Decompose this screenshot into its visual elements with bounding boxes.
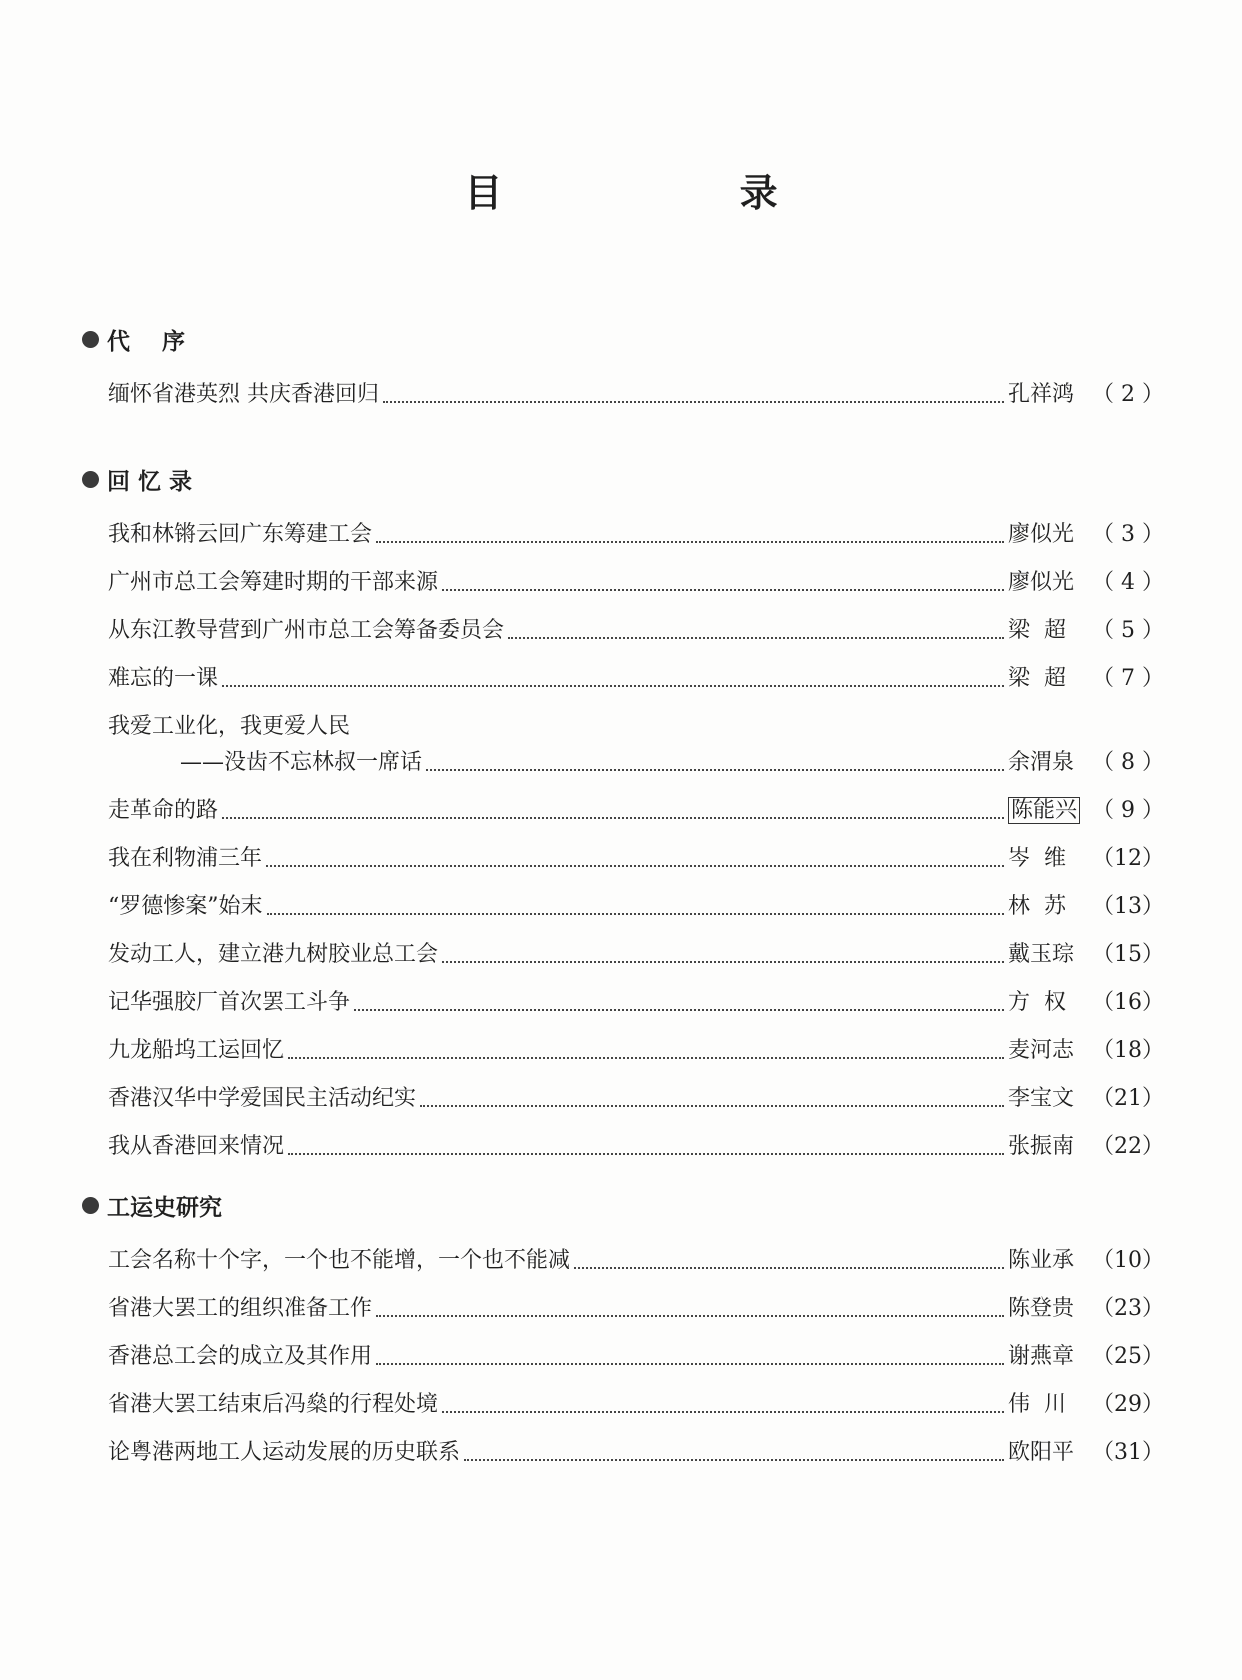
section-heading [82,1188,1162,1222]
dot-leader [222,817,1004,819]
section-memoirs [82,462,1162,1178]
entry-title: 记华强胶厂首次罢工斗争 [108,990,351,1015]
entry-author: 梁 超 [1008,618,1066,643]
entry-author: 陈业承 [1008,1248,1075,1273]
entry-author: 麦河志 [1008,1038,1075,1063]
entry-title-line[interactable]: 我爱工业化，我更爱人民 [108,714,351,739]
entry-page: （21） [1092,1086,1164,1111]
entry-page: （25） [1092,1344,1164,1369]
bullet-icon [82,471,99,488]
entry-title: 走革命的路 [108,798,219,823]
entry-author: 余渭泉 [1008,750,1075,775]
bullet-icon [82,331,99,348]
entry-author: 林 苏 [1008,894,1066,919]
toc-entry[interactable] [108,746,1162,780]
entry-page: （18） [1092,1038,1164,1063]
entry-subtitle: ——没齿不忘林叔一席话 [180,750,423,775]
toc-entry[interactable] [108,938,1162,972]
section-heading [82,322,1162,356]
entry-page: （ 2 ） [1092,382,1164,407]
entry-title: 工会名称十个字，一个也不能增，一个也不能减 [108,1248,571,1273]
dot-leader [426,769,1004,771]
entry-author: 欧阳平 [1008,1440,1075,1465]
entry-title: 香港总工会的成立及其作用 [108,1344,373,1369]
entry-author: 李宝文 [1008,1086,1075,1111]
dot-leader [267,913,1005,915]
bullet-icon [82,1197,99,1214]
dot-leader [266,865,1004,867]
entry-page: （13） [1092,894,1164,919]
entry-title: 我和林锵云回广东筹建工会 [108,522,373,547]
entry-title: 难忘的一课 [108,666,219,691]
entry-title: 我从香港回来情况 [108,1134,285,1159]
boxed-author-name: 陈能兴 [1008,797,1080,824]
entry-title: “罗德惨案”始末 [108,894,263,919]
dot-leader [442,1411,1004,1413]
entry-page: （12） [1092,846,1164,871]
toc-entry[interactable] [108,662,1162,696]
toc-entry[interactable] [108,1082,1162,1116]
entry-title: 广州市总工会筹建时期的干部来源 [108,570,439,595]
entry-author: 方 权 [1008,990,1066,1015]
entry-page: （29） [1092,1392,1164,1417]
toc-entry[interactable] [108,1034,1162,1068]
dot-leader [464,1459,1004,1461]
entry-title: 论粤港两地工人运动发展的历史联系 [108,1440,461,1465]
entry-page: （ 9 ） [1092,798,1164,823]
toc-entry[interactable] [108,1340,1162,1374]
entry-author: 陈登贵 [1008,1296,1075,1321]
dot-leader [376,1363,1004,1365]
entry-page: （10） [1092,1248,1164,1273]
entry-page: （ 7 ） [1092,666,1164,691]
entry-author [1008,794,1092,828]
entry-page: （15） [1092,942,1164,967]
dot-leader [574,1267,1004,1269]
section-labor-history [82,1188,1162,1484]
entry-title: 从东江教导营到广州市总工会筹备委员会 [108,618,505,643]
toc-entry[interactable] [108,1130,1162,1164]
entry-author: 廖似光 [1008,570,1075,595]
dot-leader [442,961,1004,963]
dot-leader [376,541,1004,543]
dot-leader [354,1009,1004,1011]
entry-author: 张振南 [1008,1134,1075,1159]
dot-leader [420,1105,1004,1107]
entry-author: 梁 超 [1008,666,1066,691]
entry-page: （16） [1092,990,1164,1015]
toc-entry[interactable] [108,518,1162,552]
toc-entry[interactable] [108,1436,1162,1470]
entry-author: 岑 维 [1008,846,1066,871]
toc-entry[interactable] [108,890,1162,924]
dot-leader [222,685,1004,687]
toc-entry[interactable] [108,842,1162,876]
entry-page: （23） [1092,1296,1164,1321]
section-preface [82,322,1162,426]
entry-author: 戴玉琮 [1008,942,1075,967]
entry-page: （22） [1092,1134,1164,1159]
dot-leader [442,589,1004,591]
entry-title: 缅怀省港英烈 共庆香港回归 [108,382,379,407]
entry-title: 香港汉华中学爱国民主活动纪实 [108,1086,417,1111]
entry-page: （ 4 ） [1092,570,1164,595]
entry-page: （ 5 ） [1092,618,1164,643]
dot-leader [288,1057,1004,1059]
toc-entry[interactable] [108,986,1162,1020]
entry-title: 发动工人，建立港九树胶业总工会 [108,942,439,967]
page-title: 目 录 [464,170,890,215]
toc-entry[interactable] [108,378,1162,412]
entry-page: （ 3 ） [1092,522,1164,547]
dot-leader [376,1315,1004,1317]
dot-leader [383,401,1004,403]
entry-title: 省港大罢工的组织准备工作 [108,1296,373,1321]
entry-author: 廖似光 [1008,522,1075,547]
entry-title: 我在利物浦三年 [108,846,263,871]
dot-leader [288,1153,1004,1155]
toc-entry[interactable] [108,1244,1162,1278]
section-title: 工运史研究 [107,1194,222,1221]
toc-entry[interactable] [108,566,1162,600]
entry-page: （ 8 ） [1092,750,1164,775]
entry-author: 伟 川 [1008,1392,1066,1417]
section-title: 代 序 [107,328,186,355]
section-heading [82,462,1162,496]
entry-author: 孔祥鸿 [1008,382,1075,407]
entry-page: （31） [1092,1440,1164,1465]
entry-title: 省港大罢工结束后冯燊的行程处境 [108,1392,439,1417]
toc-entry[interactable] [108,614,1162,648]
entry-author: 谢燕章 [1008,1344,1075,1369]
toc-entry[interactable] [108,1292,1162,1326]
toc-entry[interactable] [108,794,1162,828]
entry-title: 九龙船坞工运回忆 [108,1038,285,1063]
toc-entry[interactable] [108,1388,1162,1422]
section-title: 回 忆 录 [107,468,193,495]
dot-leader [508,637,1004,639]
